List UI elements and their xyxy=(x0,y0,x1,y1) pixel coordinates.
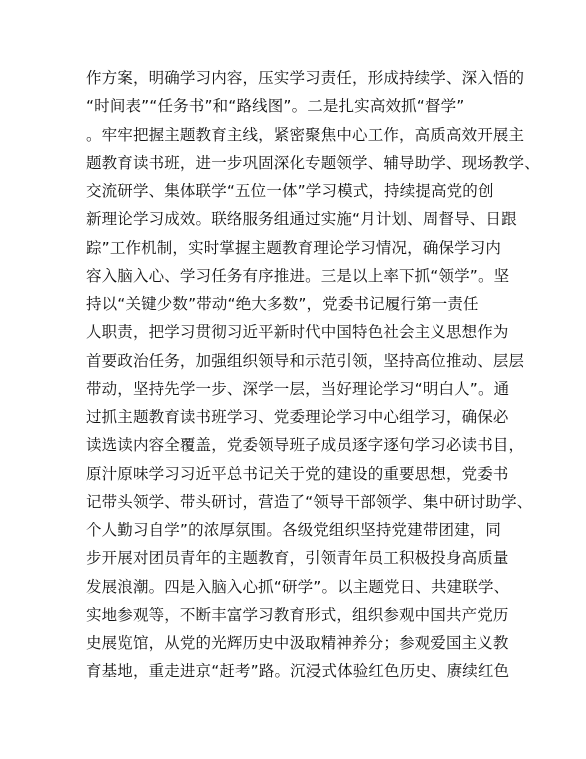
text-line: 实地参观等，不断丰富学习教育形式，组织参观中国共产党历 xyxy=(86,605,509,624)
text-line: “时间表”“任务书”和“路线图”。二是扎实高效抓“督学” xyxy=(86,97,465,116)
text-line: 题教育读书班，进一步巩固深化专题领学、辅导助学、现场教学、 xyxy=(86,153,540,172)
text-line: 交流研学、集体联学“五位一体”学习模式，持续提高党的创 xyxy=(86,182,494,200)
text-line: 发展浪潮。四是入脑入心抓“研学”。以主题党日、共建联学、 xyxy=(86,577,510,596)
text-line: 作方案，明确学习内容，压实学习责任，形成持续学、深入悟的 xyxy=(86,69,525,87)
text-line: 原汁原味学习习近平总书记关于党的建设的重要思想，党委书 xyxy=(86,464,509,483)
text-line: 带动，坚持先学一步、深学一层，当好理论学习“明白人”。通 xyxy=(86,379,510,398)
text-line: 个人勤习自学”的浓厚氛围。各级党组织坚持党建带团建，同 xyxy=(86,521,502,539)
text-line: 过抓主题教育读书班学习、党委理论学习中心组学习，确保必 xyxy=(86,408,509,426)
text-line: 史展览馆，从党的光辉历史中汲取精神养分；参观爱国主义教 xyxy=(86,634,509,652)
text-line: 容入脑入心、学习任务有序推进。三是以上率下抓“领学”。坚 xyxy=(86,266,510,285)
text-line: 记带头领学、带头研讨，营造了“领导干部领学、集中研讨助学、 xyxy=(86,492,533,511)
text-line: 人职责，把学习贯彻习近平新时代中国特色社会主义思想作为 xyxy=(86,323,509,342)
text-line: 踪”工作机制，实时掌握主题教育理论学习情况，确保学习内 xyxy=(86,238,502,257)
text-line: 育基地，重走进京“赶考”路。沉浸式体验红色历史、赓续红色 xyxy=(86,662,510,681)
text-line: 首要政治任务，加强组织领导和示范引领，坚持高位推动、层层 xyxy=(86,351,525,370)
text-line: 。牢牢把握主题教育主线，紧密聚焦中心工作，高质高效开展主 xyxy=(86,125,525,144)
text-line: 新理论学习成效。联络服务组通过实施“月计划、周督导、日跟 xyxy=(86,210,517,229)
text-line: 步开展对团员青年的主题教育，引领青年员工积极投身高质量 xyxy=(86,549,509,568)
body-paragraph xyxy=(86,64,540,686)
text-line: 持以“关键少数”带动“绝大多数”，党委书记履行第一责任 xyxy=(86,295,479,313)
text-line: 读选读内容全覆盖，党委领导班子成员逐字逐句学习必读书目， xyxy=(86,436,525,455)
